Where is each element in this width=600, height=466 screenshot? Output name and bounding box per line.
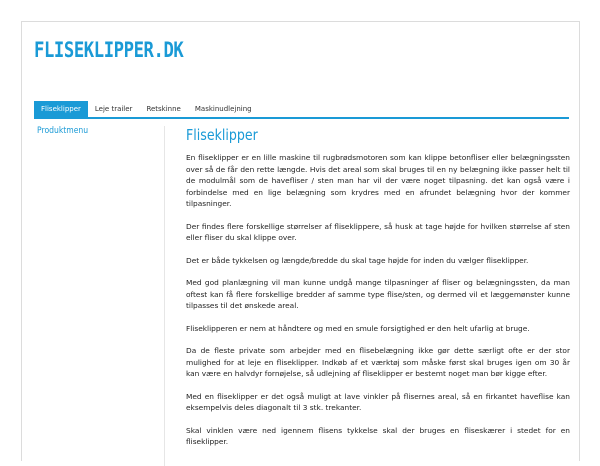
main-content [186,126,570,459]
content-paragraph: Med god planlægning vil man kunne undgå mange tilpasninger af fliser og belægningssten, da man oftest kan få flere forskellige bredder af samme type flise/sten, og dermed vil et læggemønster kunne tilpasses til det ønskede areal. [186,278,570,310]
main-nav [34,101,259,117]
page-frame [21,21,580,461]
nav-underline [34,117,569,119]
nav-item-fliseklipper[interactable]: Fliseklipper [34,101,88,117]
content-paragraph: Der findes flere forskellige størrelser af fliseklippere, så husk at tage højde for hvilken størrelse af sten eller fliser du skal klippe over. [186,221,570,242]
content-paragraph: Skal vinklen være ned igennem flisens tykkelse skal der bruges en fliseskærer i stedet for en fliseklipper. [186,425,570,446]
nav-item-maskinudlejning[interactable]: Maskinudlejning [194,105,252,113]
page-title: Fliseklipper [186,126,258,144]
sidebar-title: Produktmenu [37,126,89,136]
content-paragraph: Fliseklipperen er nem at håndtere og med en smule forsigtighed er den helt ufarlig at bruge. [186,323,530,333]
content-paragraph: Da de fleste private som arbejder med en flisebelægning ikke gør dette særligt ofte er der stor mulighed for at leje en fliseklipper. Indkøb af et værktøj som måske først skal bruges igen om 30 år kan være en halvdyr fornøjelse, så udlejning af fliseklipper er bestemt noget man bør kigge efter. [186,346,570,378]
content-paragraph: Det er både tykkelsen og længde/bredde du skal tage højde for inden du vælger fliseklipper. [186,255,529,265]
sidebar [34,126,165,466]
content-paragraph: En fliseklipper er en lille maskine til rugbrødsmotoren som kan klippe betonfliser eller belægningssten over så de får den rette længde. Hvis det areal som skal bruges til en ny belægning ikke passer helt til de modulmål som de havefliser / sten man har vil der være noget tilpasning. det kan også være i forbindelse med en lige belægning som krydres med en afrundet belægning hvor der kommer tilpasninger. [186,153,570,208]
site-logo[interactable]: FLISEKLIPPER.DK [34,38,184,62]
nav-item-leje-trailer[interactable]: Leje trailer [94,105,133,113]
nav-item-retskinne[interactable]: Retskinne [146,105,181,113]
content-paragraph: Med en fliseklipper er det også muligt at lave vinkler på flisernes areal, så en firkantet haveflise kan eksempelvis deles diagonalt til 3 stk. trekanter. [186,391,570,412]
